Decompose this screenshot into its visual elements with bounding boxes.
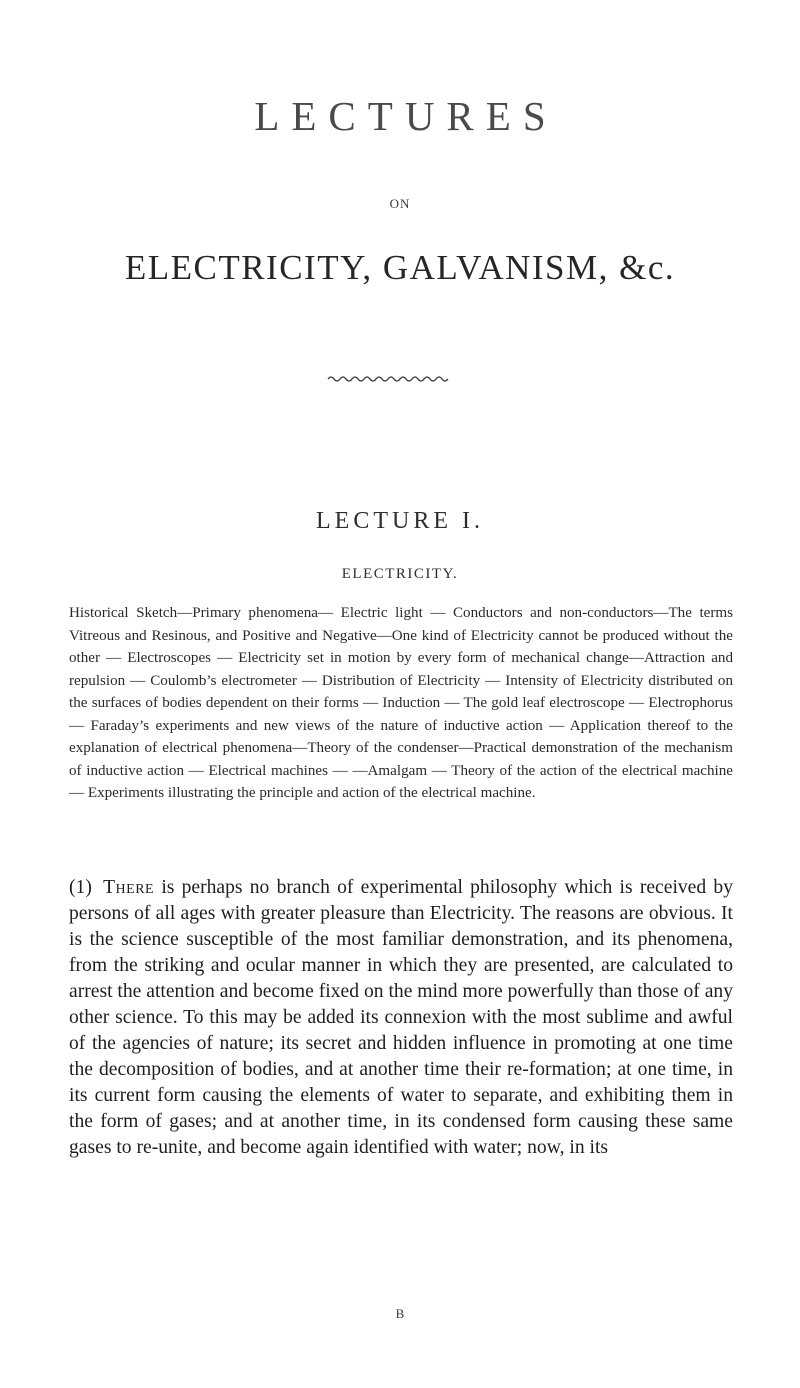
title-connector: ON — [389, 196, 411, 211]
lecture-heading: LECTURE I. — [316, 508, 484, 534]
book-subtitle: ELECTRICITY, GALVANISM, &c. — [124, 248, 676, 287]
body-paragraph — [69, 875, 733, 1161]
wavy-rule-ornament-icon — [326, 374, 450, 384]
section-heading: ELECTRICITY. — [341, 566, 459, 582]
signature-mark: B — [395, 1306, 405, 1321]
paragraph-lead-word: There — [103, 877, 155, 898]
lecture-synopsis: Historical Sketch—Primary phenomena— Electric light — Conductors and non-conductors—The terms Vitreous and Resinous, and Positive and Negative—One kind of Electricity cannot be produced without the other — Electroscopes — Electricity set in motion by every form of mechanical change—Attraction and repulsion — Coulomb’s electrometer — Distribution of Electricity — Intensity of Electricity distributed on the surfaces of bodies dependent on their forms — Induction — The gold leaf electroscope — Electrophorus — Faraday’s experiments and new views of the nature of inductive action — Application thereof to the explanation of electrical phenomena—Theory of the condenser—Practical demonstration of the mechanism of inductive action — Electrical machines — —Amalgam — Theory of the action of the electrical machine — Experiments illustrating the principle and action of the electrical machine. — [69, 605, 733, 801]
paragraph-text: is perhaps no branch of experimental philosophy which is received by persons of all ages with greater pleasure than Electricity. The reasons are obvious. It is the science susceptible of the most familiar demonstration, and its phenomena, from the striking and ocular manner in which they are presented, are calculated to arrest the attention and become fixed on the mind more powerfully than those of any other science. To this may be added its connexion with the most sublime and awful of the agencies of nature; its secret and hidden influence in promoting at one time the decomposition of bodies, and at another time their re-formation; at one time, in its current form causing the elements of water to separate, and exhibiting them in the form of gases; and at another time, in its condensed form causing these same gases to re-unite, and become again identified with water; now, in its — [69, 877, 733, 1158]
book-title: LECTURES — [254, 93, 558, 139]
paragraph-number: (1) — [69, 877, 92, 898]
